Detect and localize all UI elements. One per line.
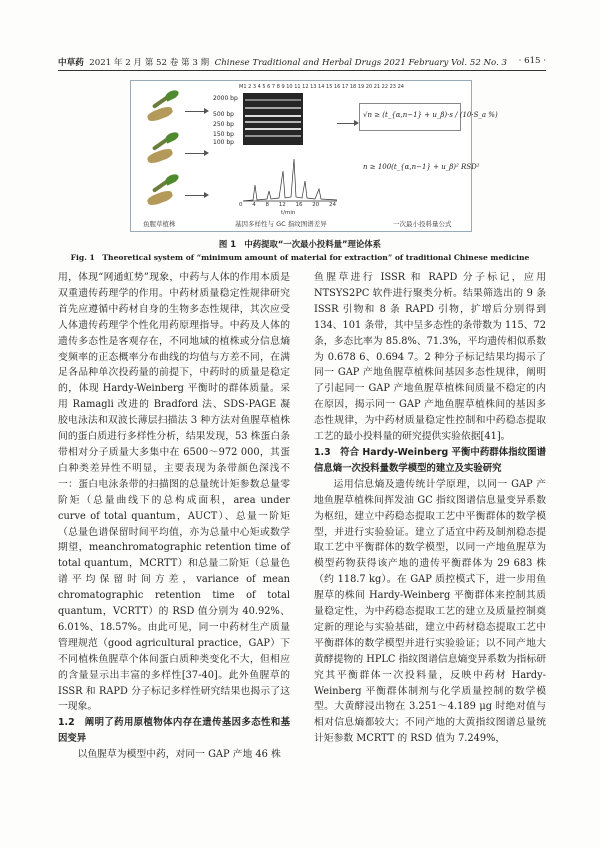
issue-cn: 2021 年 2 月 第 52 卷 第 3 期 [89, 58, 210, 68]
figure-caption-cn: 图 1 中药提取“一次最小投料量”理论体系 [218, 239, 382, 249]
figure-caption-en: Fig. 1 Theoretical system of “minimum amount of material for extraction” of traditional Chinese medicine [70, 253, 530, 262]
right-column [314, 270, 546, 747]
left-column [58, 270, 290, 763]
arrow-to-formula [337, 123, 355, 124]
bp-label-100: 100 bp [213, 139, 234, 146]
section-heading-1-3: 1.3 符合 Hardy-Weinberg 平衡中药群体指纹图谱信息熵一次投料量数学模型的建立及实验研究 [314, 446, 546, 474]
label-formula: 一次最小投料量公式 [393, 220, 452, 228]
plant-image-1 [145, 91, 183, 131]
section-heading-1-2: 1.2 阐明了药用原植物体内存在遗传基因多态性和基因变异 [58, 717, 290, 745]
arrow-3 [185, 195, 205, 196]
formula-bottom: n ≥ 100(t_{α,n−1} + u_β)² RSD² [363, 163, 480, 171]
arrow-1 [185, 111, 205, 112]
label-plants: 鱼腥草植株 [143, 220, 176, 228]
gc-chromatogram [239, 151, 339, 209]
left-paragraph-1: 用，体现“网通虹势”现象，中药与人体的作用本质是双重遗传药理学的作用。中药材质量稳定性规律研究首先应遵循中药材自身的生物多态性规律，其次应受人体遗传药理学个性化用药原理指导。中药及人体的遗传多态性是客观存在，不同地域的植株或分信息熵变频率的正态概率分布曲线的均值与方差不同，在满足各品种单次投药量的前提下，中药时的质量是稳定的，体现 Hardy-Weinberg 平衡时的群体质量。采用 Ramagli 改进的 Bradford 法、SDS-PAGE 凝胶电泳法和双波长薄层扫描法 3 种方法对鱼腥草植株间的蛋白质进行多样性分析，结果发现，53 株蛋白条带相对分子质量大多集中在 6500～972 000，其蛋白种类差异性不明显，主要表现为条带颜色深浅不一：蛋白电泳条带的扫描图的总量统计矩参数总量零阶矩（总量曲线下的总构成面积，area under curve of total quantum，AUCT）、总量一阶矩（总量色谱保留时间平均值，亦为总量中心矩或数学期望，meanchromatographic retention time of total quantum，MCRTT）和总量二阶矩（总量色谱平均保留时间方差，variance of mean chromatographic retention time of total quantum，VCRTT）的 RSD 值分别为 40.92%、6.01%、18.57%。由此可见，同一中药材生产质量管理规范（good agricultural practice，GAP）下不同植株鱼腥草个体间蛋白质种类变化不大，但相应的含量显示出丰富的多样性[37-40]。此外鱼腥草的 ISSR 和 RAPD 分子标记多样性研究结果也揭示了这一现象。 [58, 272, 290, 713]
left-paragraph-2: 以鱼腥草为模型中药，对同一 GAP 产地 46 株 [77, 749, 281, 761]
running-header [58, 54, 546, 71]
journal-line [58, 56, 507, 68]
plant-image-2 [145, 133, 183, 173]
right-paragraph-1: 鱼腥草进行 ISSR 和 RAPD 分子标记，应用 NTSYS2PC 软件进行聚类分析。结果筛选出的 9 条 ISSR 引物和 8 条 RAPD 引物，扩增后分别得到 134、101 条带，其中呈多态性的条带数为 115、72 条，多态比率为 85.8%、71.3%，平均遗传相似系数为 0.678 6、0.694 7。2 种分子标记结果均揭示了同一 GAP 产地鱼腥草植株间基因多态性规律，阐明了引起同一 GAP 产地鱼腥草植株间质量不稳定的内在原因，揭示同一 GAP 产地鱼腥草植株间的基因多态性规律，为中药材质量稳定性控制和中药稳态提取工艺的最小投料量的研究提供实验依据[41]。 [314, 272, 546, 443]
journal-name-cn: 中草药 [58, 58, 84, 68]
lane-numbers: M1 2 3 4 5 6 7 8 9 10 11 12 13 14 15 16 17 18 19 20 21 22 23 24 [239, 84, 404, 90]
bp-label-500: 500 bp [213, 111, 234, 118]
bp-label-2000: 2000 bp [213, 95, 238, 102]
journal-name-en: Chinese Traditional and Herbal Drugs 2021 February Vol. 52 No. 3 [214, 58, 508, 68]
page-number: · 615 · [518, 56, 546, 66]
formula-top: √n ≥ (t_{α,n−1} + u_β)·s / (10·S_a %) [363, 111, 498, 119]
time-axis-unit: t/min [281, 210, 296, 216]
time-axis-ticks: 0 4 8 12 16 20 24 [239, 202, 336, 208]
plant-image-3 [145, 175, 183, 215]
right-paragraph-2: 运用信息熵及遗传统计学原理，以同一 GAP 产地鱼腥草植株间挥发油 GC 指纹图谱信息量变异系数为枢纽，建立中药稳态提取工艺中平衡群体的数学模型，并进行实验验证。建立了适宜中药及制剂稳态提取工艺中平衡群体的数学模型，以同一产地鱼腥草为模型药物获得该产地的遗传平衡群体为 29 683 株（约 118.7 kg）。在 GAP 质控模式下，进一步用鱼腥草的株间 Hardy-Weinberg 平衡群体来控制其质量稳定性，为中药稳态提取工艺的建立及质量控制奠定新的理论与实验基础，建立中药材稳态提取工艺中平衡群体的数学模型并进行实验验证；以不同产地大黄酵提物的 HPLC 指纹图谱信息熵变异系数为指标研究其平衡群体一次投料量，反映中药材 Hardy-Weinberg 平衡群体制剂与化学质量控制的数学模型。大黄酵浸出物在 3.251～4.189 μg 时绝对值与相对信息熵都较大；不同产地的大黄指纹图谱总量统计矩参数 MCRTT 的 RSD 值为 7.249%， [314, 478, 546, 745]
bp-label-250: 250 bp [213, 121, 234, 128]
figure-1 [130, 80, 498, 232]
arrow-2 [185, 153, 205, 154]
bp-label-150: 150 bp [213, 131, 234, 138]
label-diversity: 基因多样性与 GC 指纹图谱差异 [235, 220, 327, 228]
gel-image [243, 93, 303, 145]
